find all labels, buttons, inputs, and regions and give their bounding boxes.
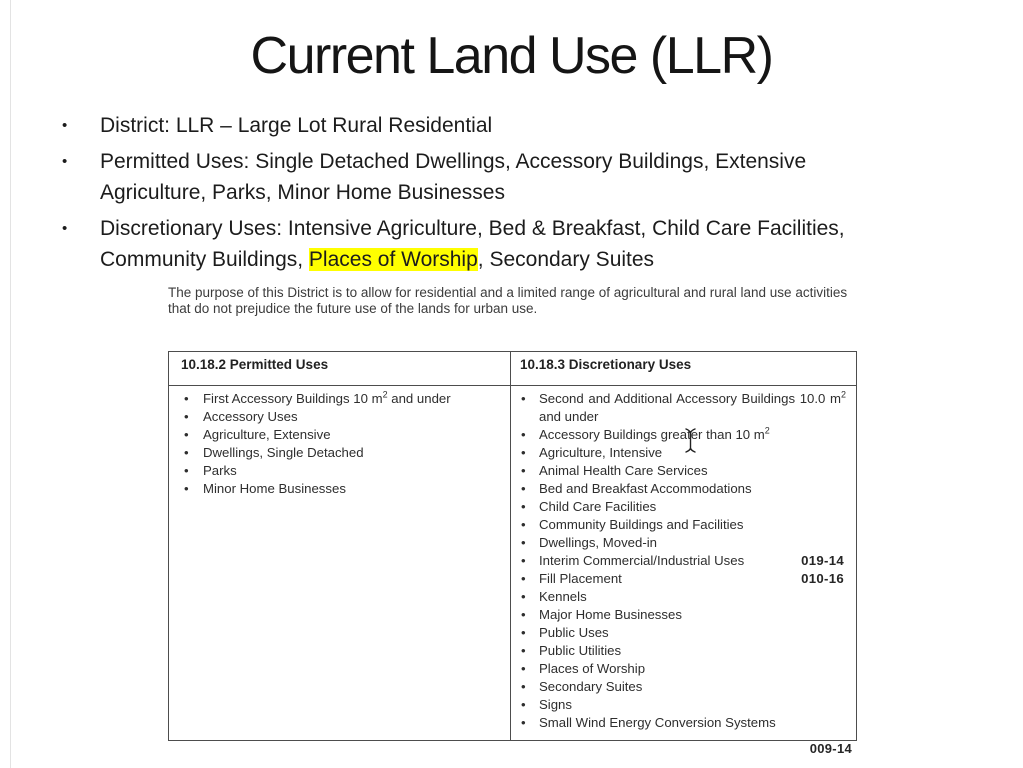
purpose-paragraph: The purpose of this District is to allow for residential and a limited range of agricultural and rural land use activities that do not prejudice the future use of the lands for urban use. — [168, 285, 848, 316]
permitted-uses-column — [169, 352, 511, 740]
list-item-text: Agriculture, Extensive — [203, 427, 331, 442]
table-list-item — [511, 588, 856, 606]
list-bullet-marker: • — [521, 391, 526, 406]
table-list-item — [511, 678, 856, 696]
list-bullet-marker: • — [521, 679, 526, 694]
list-bullet-marker: • — [184, 409, 189, 424]
list-item-text: Major Home Businesses — [539, 607, 682, 622]
list-bullet-marker: • — [521, 427, 526, 442]
list-bullet-marker: • — [521, 463, 526, 478]
list-bullet-marker: • — [184, 481, 189, 496]
zoning-table — [168, 351, 857, 741]
list-item-text: Accessory Uses — [203, 409, 298, 424]
discretionary-uses-header: 10.18.3 Discretionary Uses — [511, 352, 856, 386]
list-item-text: Secondary Suites — [539, 679, 643, 694]
permitted-uses-header: 10.18.2 Permitted Uses — [169, 352, 510, 386]
table-list-item — [169, 462, 510, 480]
table-list-item — [169, 444, 510, 462]
list-bullet-marker: • — [521, 481, 526, 496]
permitted-uses-list — [169, 386, 510, 498]
list-item-text: Agriculture, Intensive — [539, 445, 663, 460]
table-list-item — [511, 498, 856, 516]
list-item-text: Accessory Buildings greater than 10 $m^2$ — [539, 425, 770, 442]
highlighted-text: Places of Worship — [308, 248, 478, 271]
table-list-item — [511, 462, 856, 480]
table-list-item — [511, 660, 856, 678]
table-list-item — [511, 570, 856, 588]
list-item-text: Parks — [203, 463, 237, 478]
table-list-item — [169, 390, 510, 408]
list-item-text: Child Care Facilities — [539, 499, 657, 514]
list-bullet-marker: • — [521, 607, 526, 622]
list-bullet-marker: • — [184, 463, 189, 478]
bullet-marker: • — [62, 153, 68, 170]
list-bullet-marker: • — [184, 427, 189, 442]
list-bullet-marker: • — [521, 445, 526, 460]
page-title: Current Land Use (LLR) — [250, 27, 773, 85]
table-list-item — [511, 696, 856, 714]
table-list-item — [169, 408, 510, 426]
list-item-text: Second and Additional Accessory Buildings 10.0 $m^2$ and under — [539, 389, 846, 424]
bullet-text: District: LLR – Large Lot Rural Residential — [100, 114, 493, 137]
list-item-text: Fill Placement — [539, 571, 622, 586]
table-list-item — [511, 642, 856, 660]
list-bullet-marker: • — [521, 517, 526, 532]
list-bullet-marker: • — [184, 391, 189, 406]
list-item-text: Places of Worship — [539, 661, 646, 676]
list-item-text: Dwellings, Single Detached — [203, 445, 364, 460]
list-bullet-marker: • — [521, 715, 526, 730]
clipped-bylaw-ref: 009-14 — [809, 741, 852, 756]
list-item-text: Dwellings, Moved-in — [539, 535, 657, 550]
list-item-text: Community Buildings and Facilities — [539, 517, 744, 532]
table-list-item — [511, 552, 856, 570]
list-item-text: Minor Home Businesses — [203, 481, 346, 496]
bullet-marker: • — [62, 117, 68, 134]
list-bullet-marker: • — [521, 697, 526, 712]
table-list-item — [511, 390, 856, 426]
bullet-text: Permitted Uses: Single Detached Dwellings, Accessory Buildings, Extensive Agriculture, Parks, Minor Home Businesses — [100, 150, 807, 204]
table-list-item — [511, 624, 856, 642]
bullet-list — [62, 110, 912, 280]
table-list-item — [511, 480, 856, 498]
list-bullet-marker: • — [521, 643, 526, 658]
list-item-text: Public Uses — [539, 625, 609, 640]
slide-edge-divider — [10, 0, 11, 768]
discretionary-uses-column — [511, 352, 856, 740]
table-list-item — [169, 426, 510, 444]
table-list-item — [511, 534, 856, 552]
bylaw-ref-number: 010-16 — [801, 571, 844, 586]
bullet-text: , Secondary Suites — [477, 248, 655, 271]
table-list-item — [511, 606, 856, 624]
table-list-item — [169, 480, 510, 498]
list-bullet-marker: • — [521, 571, 526, 586]
table-list-item — [511, 516, 856, 534]
bullet-item — [62, 146, 874, 208]
list-item-text: Signs — [539, 697, 572, 712]
text-ibeam-cursor — [684, 427, 697, 454]
list-bullet-marker: • — [521, 535, 526, 550]
list-bullet-marker: • — [521, 589, 526, 604]
list-item-text: First Accessory Buildings 10 $m^2$ and under — [203, 389, 451, 406]
list-bullet-marker: • — [521, 661, 526, 676]
list-bullet-marker: • — [184, 445, 189, 460]
list-item-text: Small Wind Energy Conversion Systems — [539, 715, 776, 730]
list-item-text: Public Utilities — [539, 643, 622, 658]
list-item-text: Animal Health Care Services — [539, 463, 708, 478]
list-item-text: Kennels — [539, 589, 587, 604]
list-bullet-marker: • — [521, 553, 526, 568]
list-item-text: Interim Commercial/Industrial Uses — [539, 553, 745, 568]
bullet-item — [62, 110, 874, 141]
list-bullet-marker: • — [521, 499, 526, 514]
bullet-marker: • — [62, 220, 68, 237]
table-list-item — [511, 714, 856, 732]
list-bullet-marker: • — [521, 625, 526, 640]
bullet-text: Discretionary Uses: Intensive Agriculture, Bed & Breakfast, Child Care Facilities, Community Buildings, — [100, 217, 845, 271]
list-item-text: Bed and Breakfast Accommodations — [539, 481, 752, 496]
bylaw-ref-number: 019-14 — [801, 553, 844, 568]
bullet-item — [62, 213, 874, 275]
